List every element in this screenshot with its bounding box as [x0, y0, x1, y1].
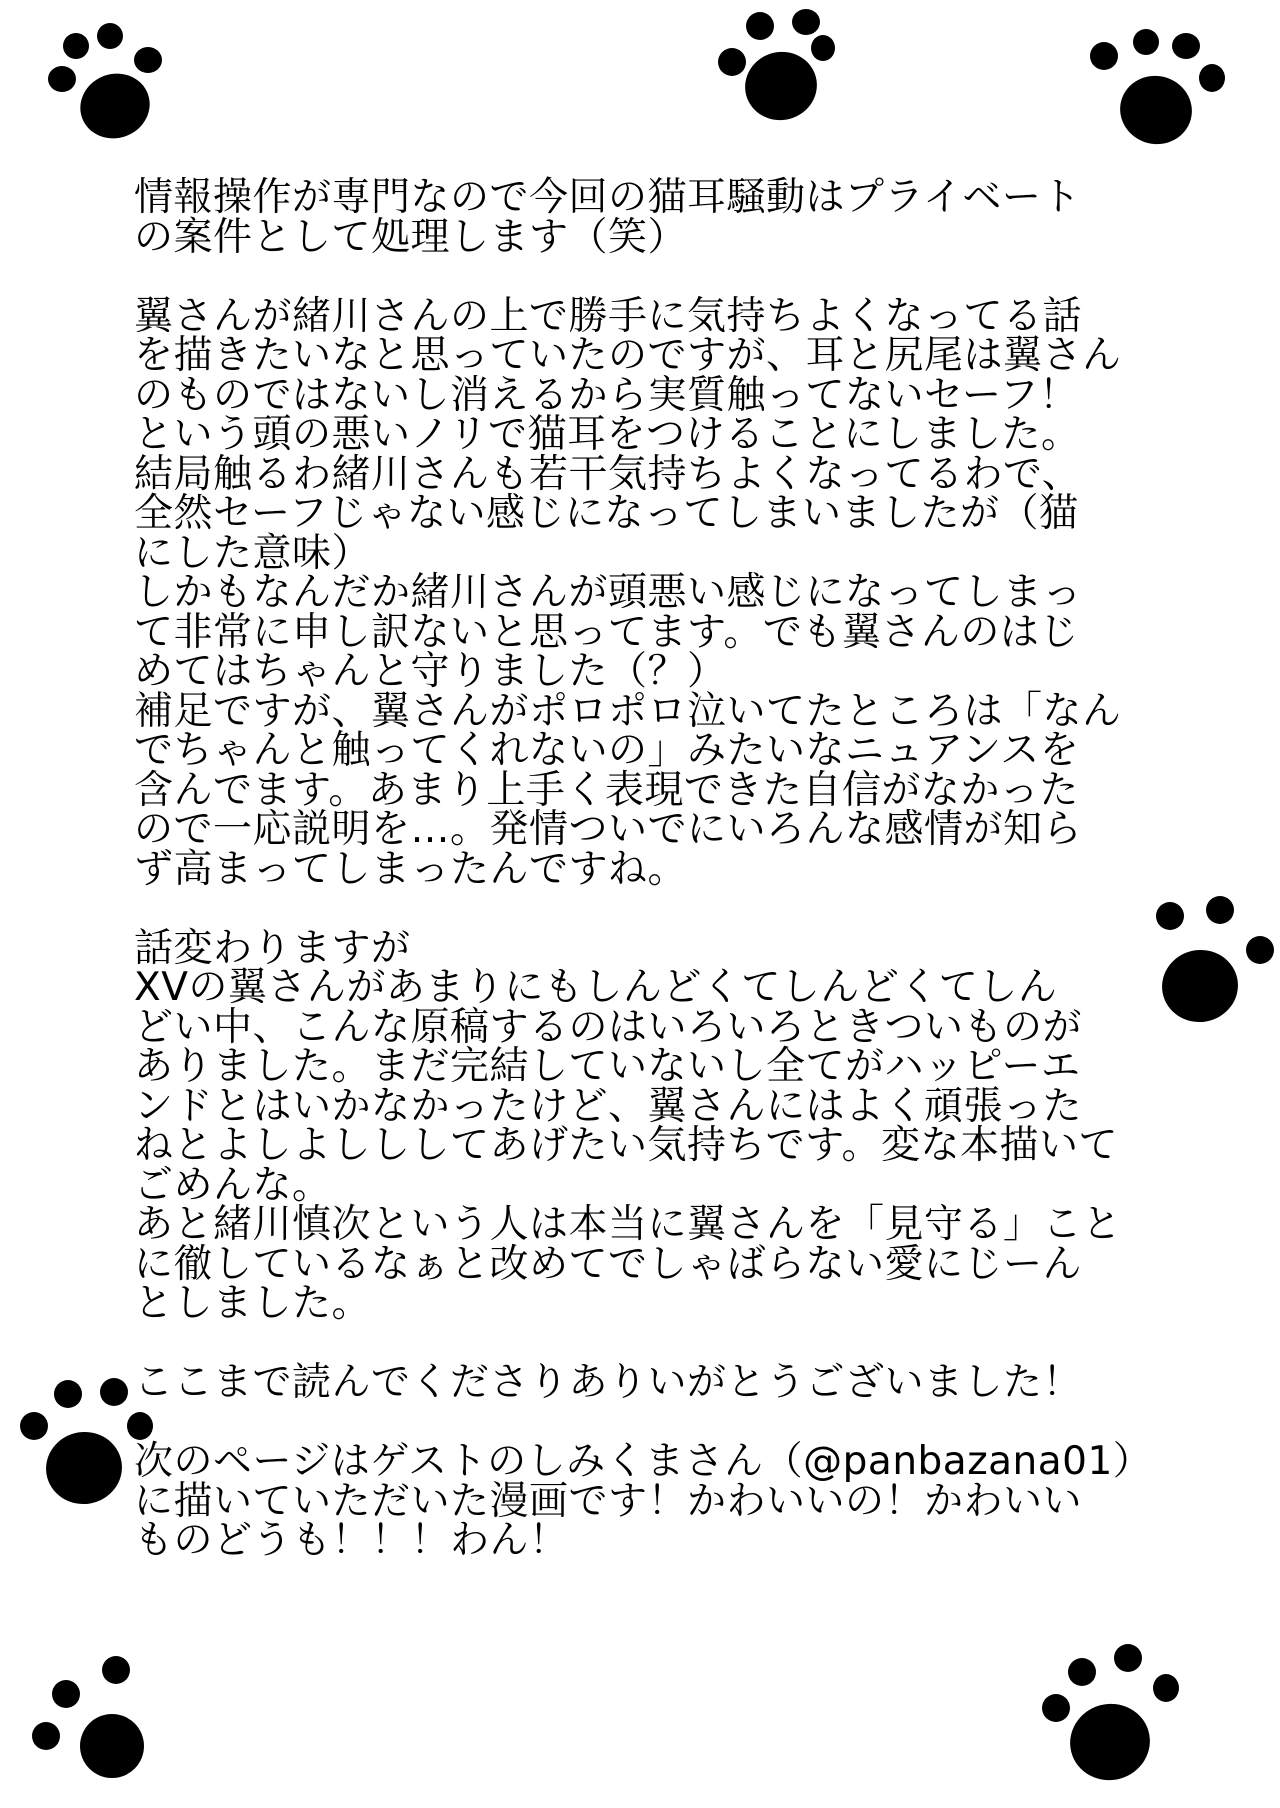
text-line: を描きたいなと思っていたのですが、耳と尻尾は翼さん [134, 333, 1122, 378]
text-line: 次のページはゲストのしみくまさん（@panbazana01） [134, 1439, 1153, 1484]
text-line: のものではないし消えるから実質触ってないセーフ！ [134, 372, 1079, 418]
afterword-text [134, 175, 1194, 1563]
paragraph-story-notes [134, 293, 1194, 892]
paragraph-intro [134, 175, 1194, 260]
text-line: どい中、こんな原稿するのはいろいろときついものが [134, 1004, 1083, 1050]
paw-print-icon [708, 8, 836, 126]
text-line: 情報操作が専門なので今回の猫耳騒動はプライベート [134, 175, 1081, 220]
text-line: 全然セーフじゃない感じになってしまいましたが（猫 [134, 491, 1079, 536]
text-line: めてはちゃんと守りました（？） [134, 649, 727, 694]
text-line: しかもなんだか緒川さんが頭悪い感じになってしまっ [134, 570, 1083, 615]
paw-print-icon [38, 22, 168, 142]
text-line: ものどうも！！！わん！ [134, 1518, 569, 1563]
text-line: ねとよしよしししてあげたい気持ちです。変な本描いて [134, 1123, 1118, 1168]
text-line: としました。 [134, 1281, 372, 1326]
text-line: 翼さんが緒川さんの上で勝手に気持ちよくなってる話 [134, 293, 1083, 339]
text-line: 話変わりますが [134, 925, 411, 971]
text-line: ここまで読んでくださりありいがとうございました！ [134, 1360, 1083, 1405]
text-line: の案件として処理します（笑） [134, 214, 688, 260]
text-line: 補足ですが、翼さんがポロポロ泣いてたところは「なん [134, 688, 1122, 734]
text-line: にした意味） [134, 530, 372, 576]
text-line: ンドとはいかなかったけど、翼さんにはよく頑張った [134, 1083, 1083, 1129]
paw-print-icon [26, 1648, 156, 1784]
text-line: あと緒川慎次という人は本当に翼さんを「見守る」こと [134, 1202, 1122, 1247]
paragraph-xv-thoughts [134, 925, 1194, 1326]
text-line: て非常に申し訳ないと思ってます。でも翼さんのはじ [134, 609, 1079, 655]
text-line: XVの翼さんがあまりにもしんどくてしんどくてしん [134, 965, 1058, 1010]
text-line: ごめんな。 [134, 1162, 332, 1208]
text-line: ありました。まだ完結していないし全てがハッピーエ [134, 1044, 1081, 1089]
text-line: に徹しているなぁと改めてでしゃばらない愛にじーん [134, 1241, 1083, 1287]
text-line: でちゃんと触ってくれないの」みたいなニュアンスを [134, 728, 1080, 773]
text-line: ので一応説明を…。発情ついでにいろんな感情が知ら [134, 807, 1083, 852]
text-line: 含んでます。あまり上手く表現できた自信がなかった [134, 767, 1079, 813]
text-line: ず高まってしまったんですね。 [134, 846, 688, 892]
paragraph-guest-note [134, 1439, 1194, 1563]
text-line: に描いていただいた漫画です！かわいいの！かわいい [134, 1478, 1083, 1524]
paw-print-icon [1088, 28, 1228, 148]
text-line: 結局触るわ緒川さんも若干気持ちよくなってるわで、 [134, 451, 1082, 497]
text-line: という頭の悪いノリで猫耳をつけることにしました。 [134, 412, 1081, 457]
paragraph-thanks [134, 1360, 1194, 1405]
paw-print-icon [1040, 1638, 1180, 1788]
